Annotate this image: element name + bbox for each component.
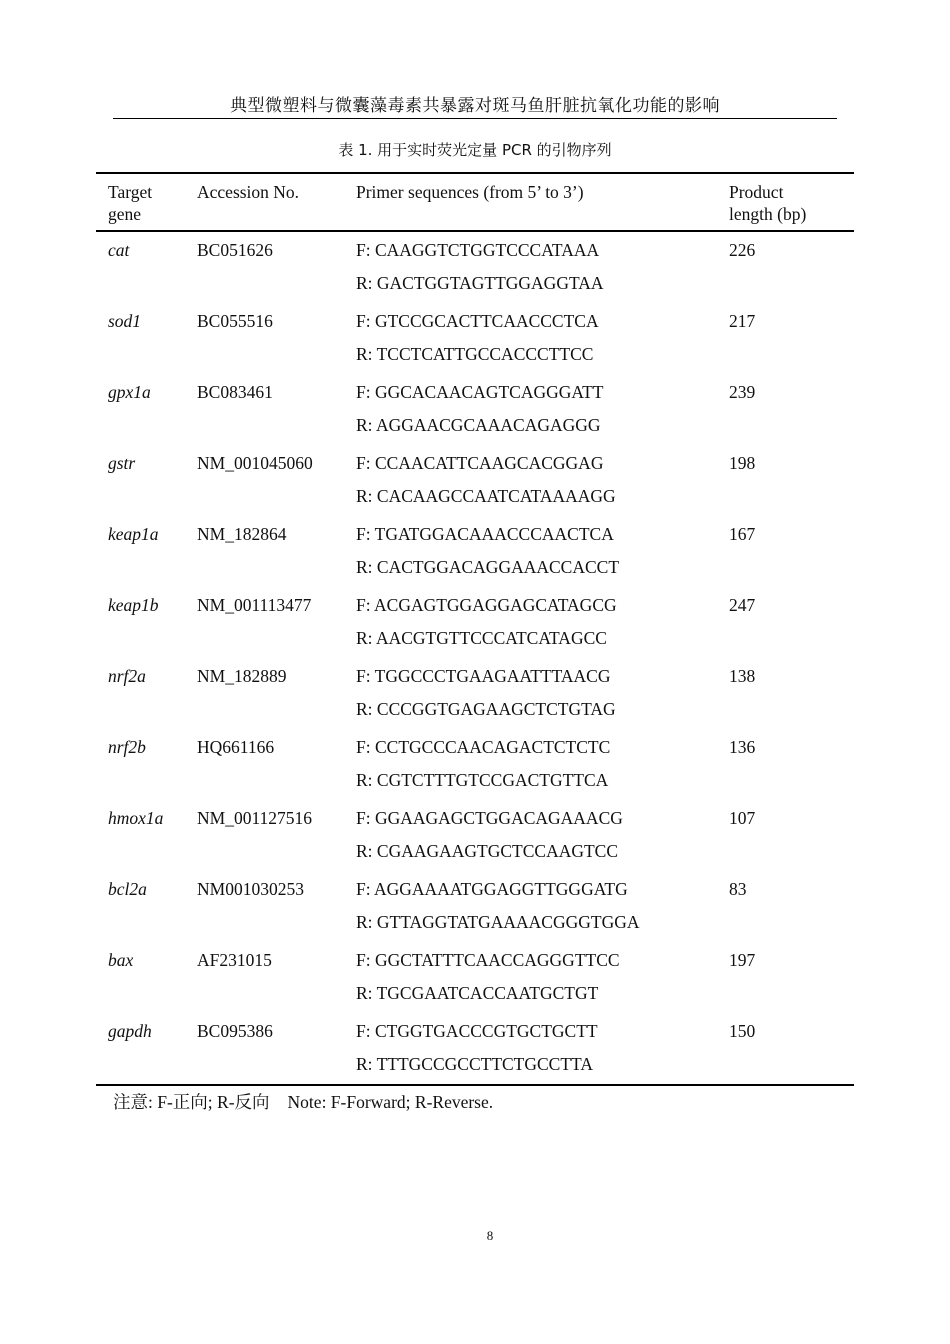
table-row bbox=[96, 1013, 854, 1085]
accession-number: NM001030253 bbox=[197, 879, 304, 899]
forward-primer: F: CCAACATTCAAGCACGGAG bbox=[356, 453, 604, 473]
length-cell bbox=[729, 871, 854, 942]
product-length: 197 bbox=[729, 950, 756, 970]
gene-cell bbox=[96, 445, 197, 516]
length-cell bbox=[729, 516, 854, 587]
reverse-primer: R: AGGAACGCAAACAGAGGG bbox=[356, 415, 601, 435]
gene-cell bbox=[96, 516, 197, 587]
accession-number: AF231015 bbox=[197, 950, 272, 970]
length-cell bbox=[729, 303, 854, 374]
accession-number: BC095386 bbox=[197, 1021, 273, 1041]
gene-name: bcl2a bbox=[108, 879, 147, 899]
sequence-cell bbox=[356, 1013, 729, 1085]
gene-cell bbox=[96, 942, 197, 1013]
header-accession: Accession No. bbox=[197, 182, 300, 202]
sequence-cell bbox=[356, 800, 729, 871]
gene-name: sod1 bbox=[108, 311, 142, 331]
length-cell bbox=[729, 445, 854, 516]
accession-number: NM_182864 bbox=[197, 524, 287, 544]
accession-number: NM_001045060 bbox=[197, 453, 313, 473]
accession-number: NM_001113477 bbox=[197, 595, 312, 615]
gene-name: nrf2b bbox=[108, 737, 146, 757]
running-head: 典型微塑料与微囊藻毒素共暴露对斑马鱼肝脏抗氧化功能的影响 bbox=[230, 96, 720, 115]
product-length: 138 bbox=[729, 666, 756, 686]
gene-cell bbox=[96, 303, 197, 374]
gene-name: bax bbox=[108, 950, 134, 970]
reverse-primer: R: CGTCTTTGTCCGACTGTTCA bbox=[356, 770, 609, 790]
accession-number: NM_001127516 bbox=[197, 808, 313, 828]
gene-name: keap1a bbox=[108, 524, 159, 544]
header-target-gene-line1: Target bbox=[108, 182, 153, 202]
table-row bbox=[96, 658, 854, 729]
accession-cell bbox=[197, 942, 356, 1013]
sequence-cell bbox=[356, 445, 729, 516]
table-body bbox=[96, 231, 854, 1085]
gene-name: gpx1a bbox=[108, 382, 151, 402]
header-rule bbox=[113, 118, 837, 119]
length-cell bbox=[729, 729, 854, 800]
reverse-primer: R: GTTAGGTATGAAAACGGGTGGA bbox=[356, 912, 640, 932]
table-caption: 表 1. 用于实时荧光定量 PCR 的引物序列 bbox=[338, 141, 612, 159]
product-length: 239 bbox=[729, 382, 756, 402]
length-cell bbox=[729, 374, 854, 445]
accession-number: BC083461 bbox=[197, 382, 273, 402]
page-number: 8 bbox=[486, 1228, 494, 1243]
forward-primer: F: GGAAGAGCTGGACAGAAACG bbox=[356, 808, 623, 828]
table-row bbox=[96, 800, 854, 871]
table-row bbox=[96, 587, 854, 658]
table-row bbox=[96, 231, 854, 303]
product-length: 150 bbox=[729, 1021, 756, 1041]
sequence-cell bbox=[356, 516, 729, 587]
product-length: 136 bbox=[729, 737, 756, 757]
forward-primer: F: GGCTATTTCAACCAGGGTTCC bbox=[356, 950, 620, 970]
reverse-primer: R: TTTGCCGCCTTCTGCCTTA bbox=[356, 1054, 593, 1074]
accession-cell bbox=[197, 871, 356, 942]
product-length: 217 bbox=[729, 311, 756, 331]
reverse-primer: R: CACAAGCCAATCATAAAAGG bbox=[356, 486, 616, 506]
table-row bbox=[96, 374, 854, 445]
forward-primer: F: AGGAAAATGGAGGTTGGGATG bbox=[356, 879, 628, 899]
header-sequence: Primer sequences (from 5’ to 3’) bbox=[356, 182, 584, 202]
accession-cell bbox=[197, 231, 356, 303]
reverse-primer: R: TGCGAATCACCAATGCTGT bbox=[356, 983, 599, 1003]
accession-cell bbox=[197, 658, 356, 729]
accession-cell bbox=[197, 800, 356, 871]
gene-name: keap1b bbox=[108, 595, 159, 615]
reverse-primer: R: CACTGGACAGGAAACCACCT bbox=[356, 557, 620, 577]
header-product-length-line2: length (bp) bbox=[729, 204, 807, 224]
gene-cell bbox=[96, 231, 197, 303]
accession-cell bbox=[197, 587, 356, 658]
forward-primer: F: CTGGTGACCCGTGCTGCTT bbox=[356, 1021, 598, 1041]
reverse-primer: R: GACTGGTAGTTGGAGGTAA bbox=[356, 273, 604, 293]
accession-number: NM_182889 bbox=[197, 666, 287, 686]
sequence-cell bbox=[356, 303, 729, 374]
accession-cell bbox=[197, 303, 356, 374]
gene-name: cat bbox=[108, 240, 130, 260]
accession-cell bbox=[197, 445, 356, 516]
table-note bbox=[113, 1089, 493, 1114]
gene-cell bbox=[96, 1013, 197, 1085]
product-length: 167 bbox=[729, 524, 756, 544]
sequence-cell bbox=[356, 729, 729, 800]
product-length: 247 bbox=[729, 595, 756, 615]
header-target-gene bbox=[96, 173, 197, 231]
gene-cell bbox=[96, 871, 197, 942]
table-header-row bbox=[96, 173, 854, 231]
accession-cell bbox=[197, 374, 356, 445]
header-target-gene-line2: gene bbox=[108, 204, 142, 224]
length-cell bbox=[729, 658, 854, 729]
accession-cell bbox=[197, 1013, 356, 1085]
accession-number: BC051626 bbox=[197, 240, 273, 260]
reverse-primer: R: AACGTGTTCCCATCATAGCC bbox=[356, 628, 607, 648]
reverse-primer: R: CCCGGTGAGAAGCTCTGTAG bbox=[356, 699, 616, 719]
accession-number: BC055516 bbox=[197, 311, 273, 331]
reverse-primer: R: TCCTCATTGCCACCCTTCC bbox=[356, 344, 594, 364]
sequence-cell bbox=[356, 658, 729, 729]
gene-cell bbox=[96, 729, 197, 800]
forward-primer: F: GGCACAACAGTCAGGGATT bbox=[356, 382, 604, 402]
accession-number: HQ661166 bbox=[197, 737, 275, 757]
product-length: 83 bbox=[729, 879, 747, 899]
forward-primer: F: TGATGGACAAACCCAACTCA bbox=[356, 524, 614, 544]
length-cell bbox=[729, 942, 854, 1013]
forward-primer: F: GTCCGCACTTCAACCCTCA bbox=[356, 311, 599, 331]
header-product-length-line1: Product bbox=[729, 182, 784, 202]
gene-cell bbox=[96, 658, 197, 729]
header-product-length bbox=[729, 173, 854, 231]
sequence-cell bbox=[356, 871, 729, 942]
note-chinese: 注意: F-正向; R-反向 bbox=[113, 1092, 270, 1112]
gene-name: gstr bbox=[108, 453, 136, 473]
accession-cell bbox=[197, 516, 356, 587]
forward-primer: F: CCTGCCCAACAGACTCTCTC bbox=[356, 737, 611, 757]
forward-primer: F: TGGCCCTGAAGAATTTAACG bbox=[356, 666, 611, 686]
gene-cell bbox=[96, 374, 197, 445]
sequence-cell bbox=[356, 587, 729, 658]
gene-name: hmox1a bbox=[108, 808, 164, 828]
table-row bbox=[96, 445, 854, 516]
product-length: 226 bbox=[729, 240, 756, 260]
primer-table bbox=[96, 172, 854, 1086]
note-english: Note: F-Forward; R-Reverse. bbox=[287, 1092, 494, 1112]
sequence-cell bbox=[356, 231, 729, 303]
forward-primer: F: CAAGGTCTGGTCCCATAAA bbox=[356, 240, 600, 260]
reverse-primer: R: CGAAGAAGTGCTCCAAGTCC bbox=[356, 841, 619, 861]
length-cell bbox=[729, 231, 854, 303]
gene-cell bbox=[96, 587, 197, 658]
table-row bbox=[96, 942, 854, 1013]
table-row bbox=[96, 516, 854, 587]
length-cell bbox=[729, 587, 854, 658]
gene-name: gapdh bbox=[108, 1021, 152, 1041]
product-length: 107 bbox=[729, 808, 756, 828]
sequence-cell bbox=[356, 374, 729, 445]
table-row bbox=[96, 729, 854, 800]
accession-cell bbox=[197, 729, 356, 800]
length-cell bbox=[729, 800, 854, 871]
product-length: 198 bbox=[729, 453, 756, 473]
gene-name: nrf2a bbox=[108, 666, 146, 686]
length-cell bbox=[729, 1013, 854, 1085]
sequence-cell bbox=[356, 942, 729, 1013]
table-row bbox=[96, 303, 854, 374]
gene-cell bbox=[96, 800, 197, 871]
table-row bbox=[96, 871, 854, 942]
forward-primer: F: ACGAGTGGAGGAGCATAGCG bbox=[356, 595, 617, 615]
